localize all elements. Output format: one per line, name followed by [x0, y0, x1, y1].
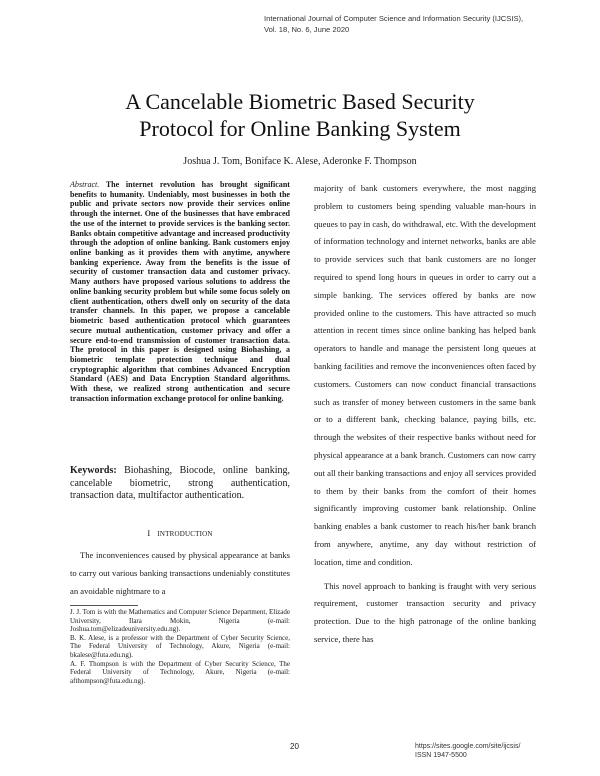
body-paragraph-2: This novel approach to banking is fraught with very serious requirement, customer transaction security and privacy protection. Due to the high patronage of the online banking service, there has [314, 580, 536, 644]
page-number: 20 [290, 742, 299, 751]
paper-title-line-1: A Cancelable Biometric Based Security [125, 89, 475, 114]
keywords-label: Keywords: [70, 465, 117, 476]
section-title: INTRODUCTION [157, 530, 213, 538]
footnotes [70, 608, 290, 685]
journal-name: International Journal of Computer Science and Information Security (IJCSIS), [264, 14, 524, 23]
abstract-text: The internet revolution has brought significant benefits to humanity. Undeniably, most businesses in both the public and private sectors now provide their services online through the internet. One of the businesses that have embraced the use of the internet to provide services is the banking sector. Banks obtain competitive advantage and increased productivity through the adoption of online banking. Bank customers enjoy online banking as it provides them with anytime, anywhere banking experience. Away from the benefits is the issue of security of customer transaction data and customer privacy. Many authors have proposed various solutions to address the online banking security problem but while some focus solely on client authentication, others dwell only on security of the data transfer channels. In this paper, we propose a cancelable biometric based authentication protocol which guarantees secure mutual authentication, customer privacy and offer a secure end-to-end transmission of customer transaction data. The protocol in this paper is designed using Biohashing, a biometric template protection technique and dual cryptographic algorithm that combines Advanced Encryption Standard (AES) and Data Encryption Standard algorithms. With these, we realized strong authentication and secure transaction information exchange protocol for online banking. [70, 180, 290, 403]
abstract-label: Abstract. [70, 180, 100, 189]
keywords-text: Biohashing, Biocode, online banking, cancelable biometric, strong authentication, transaction data, multifactor authentication. [70, 465, 291, 502]
keywords [70, 465, 290, 503]
abstract [70, 180, 290, 404]
footer-info [415, 742, 565, 760]
footnote-author-1: J. J. Tom is with the Mathematics and Computer Science Department, Elizade University, Ilara Mokin, Nigeria (e-mail: Joshua.tom@elizadeuniversity.edu.ng). [70, 608, 290, 634]
intro-text: The inconveniences caused by physical appearance at banks to carry out various banking transactions undeniably constitutes an avoidable nightmare to a [70, 550, 290, 596]
journal-volume: Vol. 18, No. 6, June 2020 [264, 24, 350, 34]
footnote-author-2: B. K. Alese, is a professor with the Department of Cyber Security Science, The Federal University of Technology, Akure, Nigeria (e-mail: bkalese@futa.edu.ng). [70, 633, 290, 659]
section-number: I [147, 528, 151, 538]
footnote-author-3: A. F. Thompson is with the Department of Cyber Security Science, The Federal University of Technology, Akure, Nigeria (e-mail: afthompson@futa.edu.ng). [70, 659, 290, 685]
author-list: Joshua J. Tom, Boniface K. Alese, Aderonke F. Thompson [183, 156, 417, 167]
paper-title-line-2: Protocol for Online Banking System [139, 116, 461, 141]
intro-paragraph [70, 546, 290, 600]
footnote-divider [70, 605, 138, 606]
paper-title [40, 88, 560, 142]
issn: ISSN 1947-5500 [415, 752, 467, 759]
body-paragraph-1: majority of bank customers everywhere, the most nagging problem to customers being spending valuable man-hours in queues to pay in cash, do withdrawal, etc. With the development of information technology and internet networks, banks are able to provide services such that bank customers are no longer required to spend long hours in queues in order to carry out a simple banking. The services offered by banks are now provided online to the customers. This have attracted so much attention in recent times since online banking has helped bank operators to handle and manage the persistent long queues at banking facilities and remove the inconveniences often faced by customers. Customers can now conduct financial transactions such as transfer of money between customers in the same bank or to a different bank, checking balance, paying bills, etc. through the websites of their respective banks without need for physical appearance at a bank branch. Customers can now carry out all their banking transactions and enjoy all services provided to them by their banks from the comfort of their homes significantly improving customer bank relationship. Online banking enables a bank customer to reach his/her bank branch from anywhere, anytime, any day without restriction of location, time and condition. [314, 183, 536, 567]
journal-header [264, 14, 564, 35]
section-heading [70, 528, 290, 538]
journal-url: https://sites.google.com/site/ijcsis/ [415, 743, 521, 750]
right-column [314, 180, 536, 649]
